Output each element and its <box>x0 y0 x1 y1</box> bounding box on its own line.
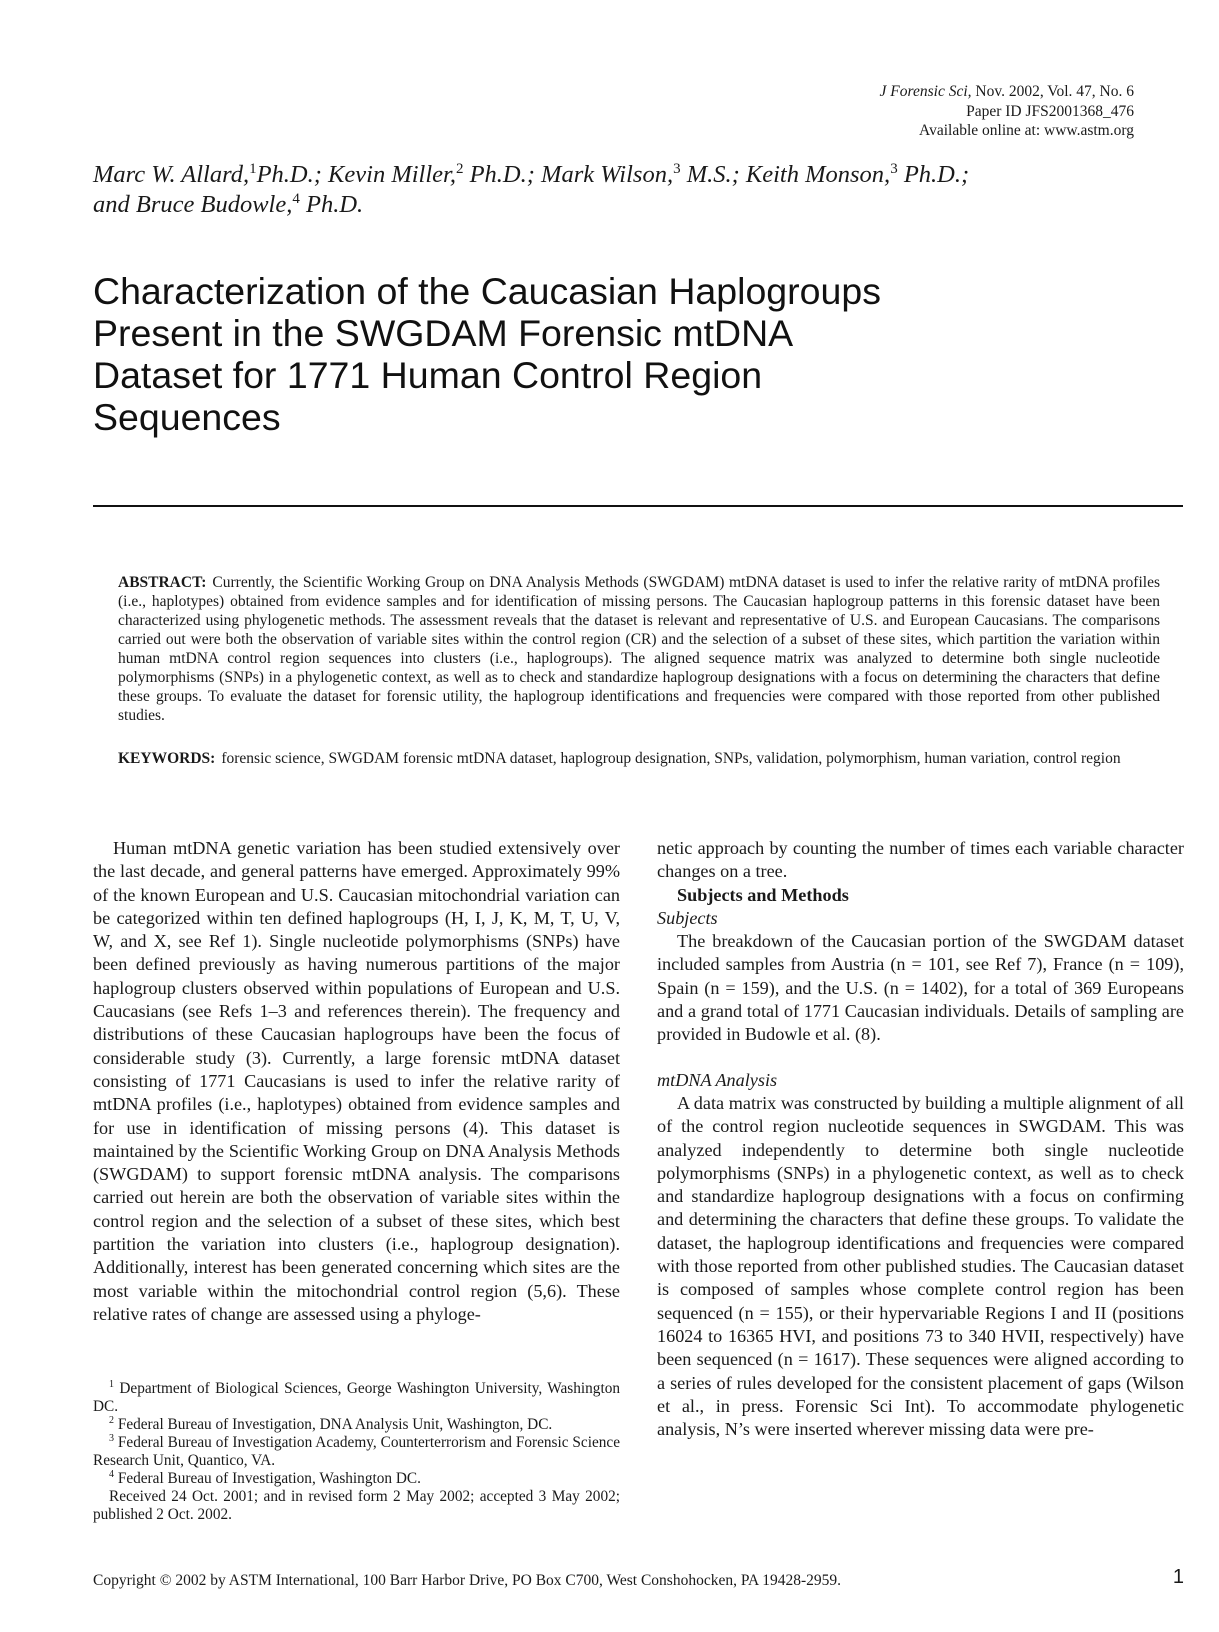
footnotes <box>93 1380 620 1524</box>
footnote-text: Department of Biological Sciences, George Washington University, Washington DC. <box>93 1380 620 1415</box>
author-degree: Ph.D.; <box>463 161 535 188</box>
author-name: and Bruce Budowle, <box>93 191 293 218</box>
analysis-paragraph: A data matrix was constructed by building a multiple alignment of all of the control region nucleotide sequences in SWGDAM. This was analyzed independently to determine both single nucleotide polymorphisms (SNPs) in a phylogenetic context, as well as to check and standardize haplogroup designations with a focus on confirming and determining the characters that define these groups. To validate the dataset, the haplogroup identifications and frequencies were compared with those reported from other published studies. The Caucasian dataset is composed of samples whose complete control region has been sequenced (n = 155), or their hypervariable Regions I and II (positions 16024 to 16365 HVI, and positions 73 to 340 HVII, respectively) have been sequenced (n = 1617). These sequences were aligned according to a series of rules developed for the consistent placement of gaps (Wilson et al., in press. Forensic Sci Int). To accommodate phylogenetic analysis, N’s were inserted wherever missing data were pre- <box>657 1092 1184 1440</box>
page-number: 1 <box>1172 1566 1184 1588</box>
author-degree: Ph.D.; <box>897 161 970 188</box>
copyright-notice: Copyright © 2002 by ASTM International, 100 Barr Harbor Drive, PO Box C700, West Conshohocken, PA 19428-2959. <box>93 1572 842 1589</box>
abstract <box>118 573 1160 725</box>
journal-issue: Nov. 2002, Vol. 47, No. 6 <box>971 83 1134 100</box>
author-affiliation: 2 <box>455 160 464 177</box>
author-list <box>93 160 1093 220</box>
footnote-marker: 4 <box>109 1468 114 1480</box>
received-dates <box>93 1488 620 1524</box>
footnote-text: Federal Bureau of Investigation, Washington DC. <box>114 1470 421 1487</box>
journal-citation <box>880 82 1134 102</box>
footnote-text: Federal Bureau of Investigation Academy, Counterterrorism and Forensic Science Research Unit, Quantico, VA. <box>93 1434 620 1469</box>
author-degree: Ph.D. <box>299 191 364 218</box>
author-line-2 <box>93 190 1093 220</box>
footnote-marker: 2 <box>109 1414 114 1426</box>
section-heading: Subjects and Methods <box>677 884 849 905</box>
title-line: Characterization of the Caucasian Haplogroups <box>93 270 881 312</box>
body-column-left <box>93 837 620 1326</box>
intro-paragraph: Human mtDNA genetic variation has been studied extensively over the last decade, and general patterns have emerged. Approximately 99% of the known European and U.S. Caucasian mitochondrial variation can be categorized within ten defined haplogroups (H, I, J, K, M, T, U, V, W, and X, see Ref 1). Single nucleotide polymorphisms (SNPs) have been defined previously as having numerous partitions of the major haplogroup clusters observed within populations of European and U.S. Caucasians (see Refs 1–3 and references therein). The frequency and distributions of these Caucasian haplogroups have been the focus of considerable study (3). Currently, a large forensic mtDNA dataset consisting of 1771 Caucasians is used to infer the relative rarity of mtDNA profiles (i.e., haplotypes) obtained from evidence samples and for use in identification of missing persons (4). This dataset is maintained by the Scientific Working Group on DNA Analysis Methods (SWGDAM) to support forensic mtDNA analysis. The comparisons carried out herein are both the observation of variable sites within the control region and the selection of a subset of these sites, which best partition the variation into clusters (i.e., haplogroup designation). Additionally, interest has been generated concerning which sites are the most variable within the mitochondrial control region (5,6). These relative rates of change are assessed using a phyloge- <box>93 838 620 1324</box>
abstract-label: ABSTRACT: <box>118 574 207 591</box>
intro-paragraph-continued: netic approach by counting the number of times each variable character changes on a tree. <box>657 838 1184 882</box>
footnote <box>93 1416 620 1434</box>
author-affiliation: 3 <box>673 160 681 177</box>
journal-header <box>880 82 1134 141</box>
subjects-paragraph: The breakdown of the Caucasian portion of the SWGDAM dataset included samples from Austria (n = 101, see Ref 7), France (n = 109), Spain (n = 159), and the U.S. (n = 1402), for a total of 369 Europeans and a grand total of 1771 Caucasian individuals. Details of sampling are provided in Budowle et al. (8). <box>657 931 1184 1045</box>
author-name: Marc W. Allard, <box>93 161 250 188</box>
title-line: Sequences <box>93 396 281 438</box>
keywords-text: forensic science, SWGDAM forensic mtDNA dataset, haplogroup designation, SNPs, validation, polymorphism, human variation, control region <box>221 750 1121 767</box>
title-line: Present in the SWGDAM Forensic mtDNA <box>93 312 794 354</box>
footnote-marker: 3 <box>109 1432 114 1444</box>
author-name: Mark Wilson, <box>534 161 674 188</box>
journal-name: J Forensic Sci, <box>879 83 972 100</box>
footnote-marker: 1 <box>109 1378 114 1390</box>
author-name: Kevin Miller, <box>321 161 456 188</box>
author-name: Keith Monson, <box>739 161 891 188</box>
paper-title <box>93 270 953 438</box>
abstract-text: Currently, the Scientific Working Group on DNA Analysis Methods (SWGDAM) mtDNA dataset is used to infer the relative rarity of mtDNA profiles (i.e., haplotypes) obtained from evidence samples and for identification of missing persons. The Caucasian haplogroup patterns in this forensic dataset have been characterized using phylogenetic methods. The assessment reveals that the dataset is relevant and representative of U.S. and European Caucasians. The comparisons carried out were both the observation of variable sites within the control region (CR) and the selection of a subset of these sites, which partition the variation within human mtDNA control region sequences into clusters (i.e., haplogroups). The aligned sequence matrix was analyzed to determine both single nucleotide polymorphisms (SNPs) in a phylogenetic context, as well as to check and standardize haplogroup designations with a focus on determining the characters that define these groups. To evaluate the dataset for forensic utility, the haplogroup identifications and frequencies were compared with those reported from other published studies. <box>118 574 1160 724</box>
keywords-label: KEYWORDS: <box>118 750 216 767</box>
author-line-1 <box>93 160 1093 190</box>
footnote <box>93 1470 620 1488</box>
keywords <box>118 749 1160 768</box>
received-text: Received 24 Oct. 2001; and in revised form 2 May 2002; accepted 3 May 2002; published 2 Oct. 2002. <box>93 1488 620 1523</box>
subsection-heading-subjects: Subjects <box>657 907 718 928</box>
availability: Available online at: www.astm.org <box>919 122 1134 139</box>
subsection-heading-analysis: mtDNA Analysis <box>657 1069 778 1090</box>
footnote <box>93 1434 620 1470</box>
author-affiliation: 3 <box>890 160 898 177</box>
author-affiliation: 4 <box>292 190 300 207</box>
author-affiliation: 1 <box>249 160 257 177</box>
footnote-text: Federal Bureau of Investigation, DNA Analysis Unit, Washington, DC. <box>114 1416 553 1433</box>
body-column-right <box>657 837 1184 1441</box>
author-degree: Ph.D.; <box>256 161 322 188</box>
author-degree: M.S.; <box>680 161 740 188</box>
paper-id: Paper ID JFS2001368_476 <box>966 102 1134 120</box>
title-line: Dataset for 1771 Human Control Region <box>93 354 763 396</box>
title-divider <box>93 505 1183 507</box>
footnote <box>93 1380 620 1416</box>
